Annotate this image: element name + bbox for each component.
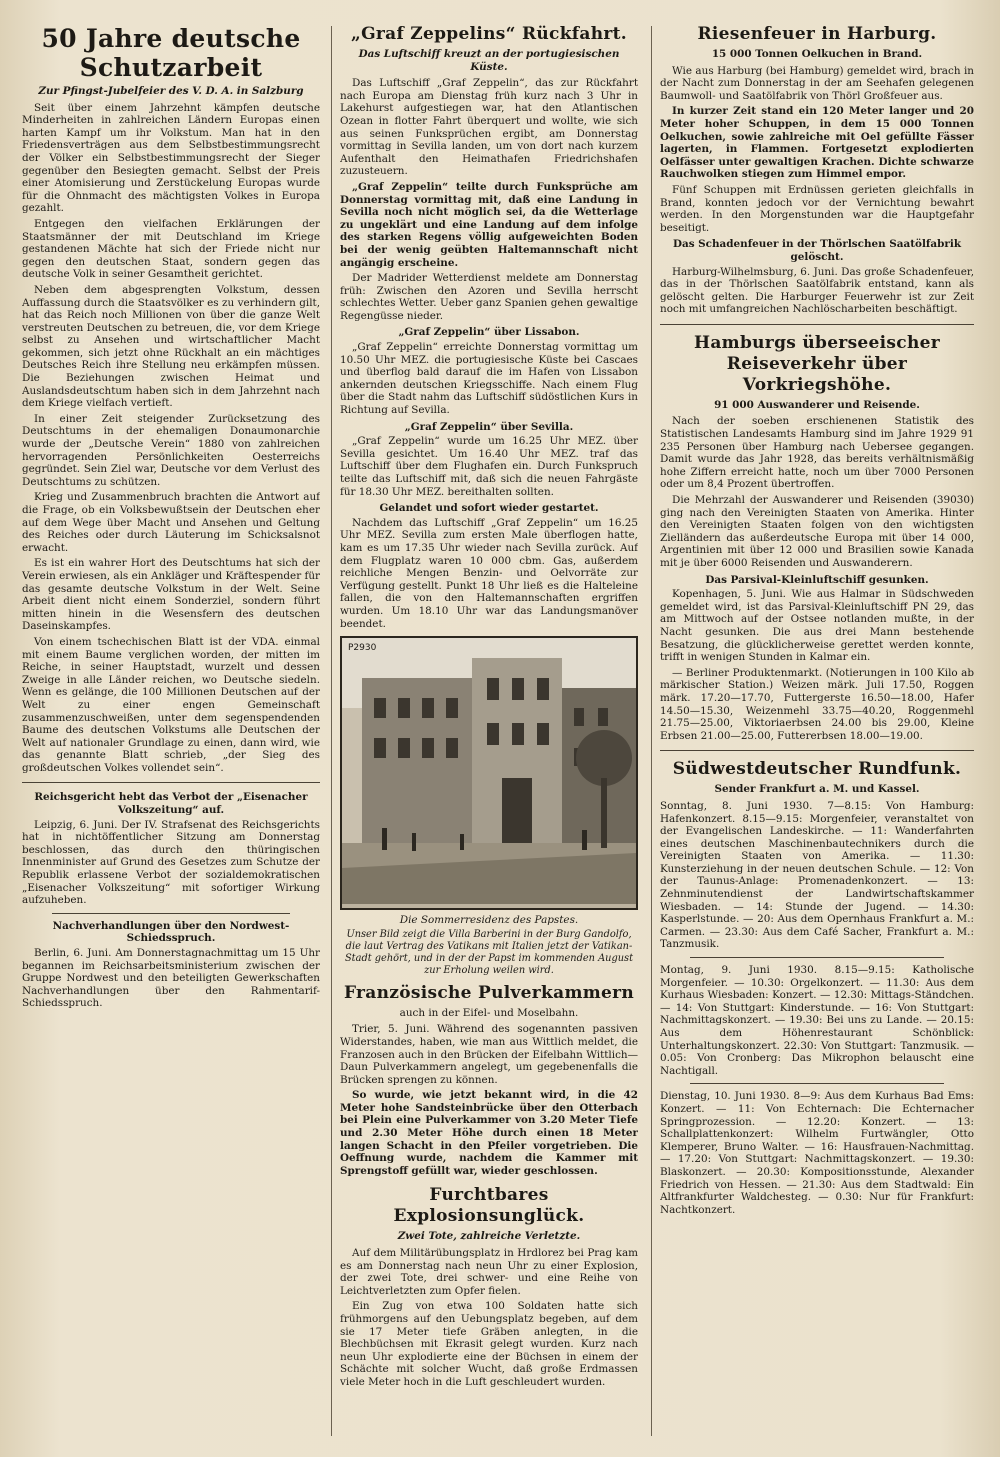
article-paragraph: „Graf Zeppelin“ wurde um 16.25 Uhr MEZ. über Sevilla gesichtet. Um 16.40 Uhr MEZ. traf das Luftschiff über dem Flughafen ein. Durch Funkspruch teilte das Luftschiff mit, daß sich die neuen Fahrgäste für 18.30 Uhr MEZ. bereithalten sollten. bbox=[340, 435, 638, 498]
section-heading: „Graf Zeppelin“ über Lissabon. bbox=[398, 326, 580, 339]
section-heading: Gelandet und sofort wieder gestartet. bbox=[379, 502, 599, 515]
headline-rundfunk: Südwestdeutscher Rundfunk. bbox=[672, 759, 962, 780]
subheadline: Sender Frankfurt a. M. und Kassel. bbox=[714, 783, 920, 796]
article-paragraph: „Graf Zeppelin“ erreichte Donnerstag vormittag um 10.50 Uhr MEZ. die portugiesische Küste bei Cascaes und überflog bald darauf die im Hafen von Lissabon ankernden deutschen Kriegsschiffe. Nach einem Flug über die Stadt nahm das Luftschiff südöstlichen Kurs in Richtung auf Sevilla. bbox=[340, 341, 638, 417]
article-paragraph: Von einem tschechischen Blatt ist der VDA. einmal mit einem Baume verglichen worden, der mitten im Reiche, in seiner Hauptstadt, wurzelt und dessen Zweige in alle Länder reichen, wo Deutsche siedeln. Wenn es gelänge, die 100 Millionen Deutschen auf der Welt zu einer engen Gemeinschaft zusammenzuschweißen, unter dem segenspendenden Baume des deutschen Volkstums alle Deutschen der Welt auf nationaler Grundlage zu einen, dann wird, wie das genannte Blatt schrieb, „der Sieg des großdeutschen Volkes vollendet sein“. bbox=[22, 635, 320, 774]
article-paragraph: Trier, 5. Juni. Während des sogenannten passiven Widerstandes, haben, wie man aus Wittlich meldet, die Franzosen auch in den Brücken der Eifelbahn Wittlich—Daun Pulverkammern angelegt, um gegebenenfalls die Brücken sprengen zu können. bbox=[340, 1023, 638, 1086]
article-paragraph: Fünf Schuppen mit Erdnüssen gerieten gleichfalls in Brand, konnten jedoch vor der Vernichtung bewahrt werden. In den Morgenstunden war die Hauptgefahr beseitigt. bbox=[660, 183, 974, 234]
article-paragraph: Der Madrider Wetterdienst meldete am Donnerstag früh: Zwischen den Azoren und Sevilla herrscht schlechtes Wetter. Ueber ganz Spanien gehen gewaltige Regengüsse nieder. bbox=[340, 272, 638, 322]
article-paragraph: Kopenhagen, 5. Juni. Wie aus Halmar in Südschweden gemeldet wird, ist das Parsival-Kleinluftschiff PN 29, das am Mittwoch auf der Ostsee notlanden mußte, in der Nacht gesunken. Die aus drei Mann bestehende Besatzung, die glücklicherweise gerettet werden konnte, trifft in wenigen Stunden in Kalmar ein. bbox=[660, 588, 974, 664]
article-paragraph: Auf dem Militärübungsplatz in Hrdlorez bei Prag kam es am Donnerstag nach neun Uhr zu einer Explosion, der zwei Tote, drei schwer- und eine Reihe von Leichtverletzten zum Opfer fielen. bbox=[340, 1247, 638, 1297]
headline-explosion: Furchtbares Explosionsunglück. bbox=[393, 1185, 585, 1227]
radio-program-day: Sonntag, 8. Juni 1930. 7—8.15: Von Hamburg: Hafenkonzert. 8.15—9.15: Morgenfeier, veranstaltet von der Evangelischen Landeskirche. — 11: Wanderfahrten eines deutschen Maschinenbautechnikers durch die Vereinigten Staaten von Amerika. — 11.30: Kunsterziehung in der neuen deutschen Schule. — 12: Von der Taunus-Anlage: Promenadenkonzert. — 13: Zehnminutendienst der Landwirtschaftskammer Wiesbaden. — 14: Stunde der Jugend. — 14.30: Kasperlstunde. — 20: Aus dem Opernhaus Frankfurt a. M.: Carmen. — 23.30: Aus dem Café Sacher, Frankfurt a. M.: Tanzmusik. bbox=[660, 799, 974, 951]
subheadline: 15 000 Tonnen Oelkuchen in Brand. bbox=[711, 48, 923, 60]
article-paragraph: Das Luftschiff „Graf Zeppelin“, das zur Rückfahrt nach Europa am Dienstag früh kurz nach 3 Uhr in Lakehurst aufgestiegen war, hat den Atlantischen Ozean in flotter Fahrt überquert und wollte, wie sich aus seinen Funksprüchen ergibt, am Donnerstag vormittag in Sevilla landen, um von dort nach kurzem Aufenthalt den Heimathafen Friedrichshafen zuzusteuern. bbox=[340, 77, 638, 178]
article-paragraph: Es ist ein wahrer Hort des Deutschtums hat sich der Verein erwiesen, als ein Ankläger und Kräftespender für das gesamte deutsche Volkstum in der Welt. Seine Arbeit dient nicht einem Sonderziel, sondern führt mitten hinein in die Wesensfern des deutschen Daseinskampfes. bbox=[22, 557, 320, 633]
divider bbox=[52, 913, 290, 914]
subheadline: auch in der Eifel- und Moselbahn. bbox=[399, 1006, 579, 1019]
column-2 bbox=[340, 24, 638, 1444]
article-paragraph: Krieg und Zusammenbruch brachten die Antwort auf die Frage, ob ein Volksbewußtsein der Deutschen eher auf dem Wege über Macht und Ansehen und Geltung des Reiches oder durch Läuterung im Schicksalsnot erwacht. bbox=[22, 491, 320, 554]
column-rule bbox=[331, 26, 332, 1436]
photo-villa-barberini bbox=[340, 636, 638, 910]
divider bbox=[690, 957, 944, 958]
news-text: Leipzig, 6. Juni. Der IV. Strafsenat des Reichsgerichts hat in nichtöffentlicher Sitzung am Donnerstag beschlossen, das durch den thüringischen Innenminister auf Grund des Gesetzes zum Schutze der Republik erlassene Verbot der sozialdemokratischen „Eisenacher Volkszeitung“ mit sofortiger Wirkung aufzuheben. bbox=[22, 818, 320, 907]
article-paragraph: Ein Zug von etwa 100 Soldaten hatte sich frühmorgens auf den Uebungsplatz begeben, auf dem sie 17 Meter tiefe Gräben anlegten, in die Blechbüchsen mit Ekrasit gelegt wurden. Kurz nach neun Uhr explodierte eine der Büchsen in einem der Schächte mit solcher Wucht, daß große Erdmassen viele Meter hoch in die Luft geschleudert wurden. bbox=[340, 1300, 638, 1388]
villa-illustration bbox=[342, 638, 636, 904]
subheadline: Das Luftschiff kreuzt an der portugiesischen Küste. bbox=[358, 48, 620, 73]
headline-schutzarbeit: 50 Jahre deutsche Schutzarbeit bbox=[41, 24, 301, 82]
photo-caption-title: Die Sommerresidenz des Papstes. bbox=[399, 914, 579, 927]
article-paragraph: Neben dem abgesprengten Volkstum, dessen Auffassung durch die Staatsvölker es zu verhindern gilt, hat das Reich noch Millionen von über die ganze Welt verstreuten Deutschen zu betreuen, die, vor dem Kriege selbst zu Ansehen und wirtschaftlicher Macht gekommen, sich jetzt ohne Rückhalt an ein mächtiges Deutsches Reich ihre Stellung neu erkämpfen müssen. Die Beziehungen zwischen Heimat und Auslandsdeutschtum haben sich in dem Jahrzehnt nach dem Kriege vielfach vertieft. bbox=[22, 283, 320, 410]
article-paragraph: Die Mehrzahl der Auswanderer und Reisenden (39030) ging nach den Vereinigten Staaten von Amerika. Hinter den Vereinigten Staaten folgen von den wichtigsten Zielländern das außerdeutsche Europa mit über 14 000, Argentinien mit über 12 000 und Brasilien sowie Kanada mit je über 6000 Reisenden und Auswanderern. bbox=[660, 494, 974, 569]
radio-program-day: Dienstag, 10. Juni 1930. 8—9: Aus dem Kurhaus Bad Ems: Konzert. — 11: Von Echternach: Die Echternacher Springprozession. — 12.20: Konzert. — 13: Schallplattenkonzert: Wilhelm Furtwängler, Otto Klemperer, Bruno Walter. — 16: Hausfrauen-Nachmittag. — 17.20: Von Stuttgart: Nachmittagskonzert. — 19.30: Blaskonzert. — 20.30: Kompositionsstunde, Alexander Friedrich von Hessen. — 21.30: Aus dem Stadtwald: Ein Altfrankfurter Waldchesteg. — 0.30: Nur für Frankfurt: Nachtkonzert. bbox=[660, 1090, 974, 1216]
article-paragraph: So wurde, wie jetzt bekannt wird, in die 42 Meter hohe Sandsteinbrücke über den Otterbach bei Plein eine Pulverkammer von 3.20 Meter Tiefe und 2.30 Meter Höhe durch einen 18 Meter langen Schacht in den Pfeiler vorgetrieben. Die Oeffnung wurde, nachdem die Kammer mit Sprengstoff gefüllt war, wieder geschlossen. bbox=[340, 1089, 638, 1177]
article-paragraph: Nach der soeben erschienenen Statistik des Statistischen Landesamts Hamburg sind im Jahre 1929 91 235 Personen über Hamburg nach Uebersee gegangen. Damit wurde das Jahr 1928, das bereits verhältnismäßig hohe Ziffern erreicht hatte, noch um über 7000 Personen oder um 8,4 Prozent übertroffen. bbox=[660, 415, 974, 491]
column-3 bbox=[660, 24, 974, 1444]
subheadline: Zwei Tote, zahlreiche Verletzte. bbox=[397, 1230, 581, 1243]
headline-harburg: Riesenfeuer in Harburg. bbox=[697, 24, 937, 44]
radio-program-day: Montag, 9. Juni 1930. 8.15—9.15: Katholische Morgenfeier. — 10.30: Orgelkonzert. — 11.30: Aus dem Kurhaus Wiesbaden: Konzert. — 12.30: Mittags-Ständchen. — 14: Von Stuttgart: Kinderstunde. — 16: Von Stuttgart: Nachmittagskonzert. — 19.30: Bei uns zu Lande. — 20.15: Aus dem Höhenrestaurant Schönblick: Unterhaltungskonzert. 22.30: Von Stuttgart: Tanzmusik. — 0.05: Von Cronberg: Das Mikrophon belauscht eine Nachtigall. bbox=[660, 964, 974, 1077]
subheadline: 91 000 Auswanderer und Reisende. bbox=[714, 398, 920, 411]
photo-tag: P2930 bbox=[348, 643, 377, 654]
market-report: — Berliner Produktenmarkt. (Notierungen in 100 Kilo ab märkischer Station.) Weizen märk. Juli 17.50, Roggen märk. 17.20—17.70, Futtergerste 16.50—18.00, Hafer 14.50—15.30, Weizenmehl 33.75—40.20, Roggenmehl 21.75—25.00, Viktoriaerbsen 24.00 bis 29.00, Kleine Erbsen 21.00—25.00, Futtererbsen 18.00—19.00. bbox=[660, 666, 974, 742]
article-paragraph: In kurzer Zeit stand ein 120 Meter langer und 20 Meter hoher Schuppen, in dem 15 000 Tonnen Oelkuchen, sowie zahlreiche mit Oel gefüllte Fässer lagerten, in Flammen. Fortgesetzt explodierten Oelfässer unter gewaltigen Krachen. Dichte schwarze Rauchwolken stiegen zum Himmel empor. bbox=[660, 105, 974, 181]
article-paragraph: Entgegen den vielfachen Erklärungen der Staatsmänner der mit Deutschland im Kriege gestandenen Mächte hat sich der Friede nicht nur gegen den deutschen Staat, sondern gegen das deutsche Volk in seiner Gesamtheit gerichtet. bbox=[22, 217, 320, 281]
article-paragraph: Wie aus Harburg (bei Hamburg) gemeldet wird, brach in der Nacht zum Donnerstag in der am Seehafen gelegenen Baumwoll- und Saatölfabrik von Thörl Großfeuer aus. bbox=[660, 64, 974, 102]
headline-zeppelin: „Graf Zeppelins“ Rückfahrt. bbox=[351, 24, 627, 44]
news-headline: Nachverhandlungen über den Nordwest-Schiedsspruch. bbox=[52, 919, 290, 945]
article-paragraph: In einer Zeit steigender Zurücksetzung des Deutschtums in der ehemaligen Donaumonarchie wurde der „Deutsche Verein“ 1880 von zahlreichen hervorragenden Persönlichkeiten Oesterreichs gegründet. Sein Ziel war, Deutsche vor dem Verlust des Deutschtums zu schützen. bbox=[22, 412, 320, 488]
article-paragraph: Nachdem das Luftschiff „Graf Zeppelin“ um 16.25 Uhr MEZ. Sevilla zum ersten Male überflogen hatte, kam es um 17.35 Uhr wieder nach Sevilla zurück. Auf dem Flugplatz waren 10 000 cbm. Gas, außerdem reichliche Mengen Benzin- und Oelvorräte zur Verfügung gestellt. Punkt 18 Uhr ließ es die Halteleine fallen, die von den Haltemannschaften ergriffen wurden. Um 18.10 Uhr war das Landungsmanöver beendet. bbox=[340, 516, 638, 630]
section-heading: „Graf Zeppelin“ über Sevilla. bbox=[404, 420, 574, 433]
section-heading: Das Schadenfeuer in der Thörlschen Saatölfabrik gelöscht. bbox=[672, 238, 962, 263]
divider bbox=[660, 324, 974, 325]
divider bbox=[22, 782, 320, 783]
article-paragraph: Seit über einem Jahrzehnt kämpfen deutsche Minderheiten in zahlreichen Ländern Europas einen harten Kampf um ihr Volkstum. Man hat in den Friedensverträgen aus dem Selbstbestimmungsrecht der Völker ein Selbstbestimmungsrecht der Sieger gegenüber den Besiegten gemacht. Selbst der Preis einer Atomisierung und Zerstückelung Europas wurde für die Ohnmacht des mächtigsten Volkes in Europa gezahlt. bbox=[22, 101, 320, 215]
photo-caption: Unser Bild zeigt die Villa Barberini in der Burg Gandolfo, die laut Vertrag des Vatikans mit Italien jetzt der Vatikan-Stadt gehört, und in der der Papst im kommenden August zur Erholung weilen wird. bbox=[344, 928, 634, 976]
news-headline: Reichsgericht hebt das Verbot der „Eisenacher Volkszeitung“ auf. bbox=[34, 791, 308, 817]
divider bbox=[690, 1083, 944, 1084]
section-heading: Das Parsival-Kleinluftschiff gesunken. bbox=[705, 573, 929, 586]
column-1 bbox=[22, 24, 320, 1444]
news-text: Berlin, 6. Juni. Am Donnerstagnachmittag um 15 Uhr begannen im Reichsarbeitsministerium zwischen der Gruppe Nordwest und den beteiligten Gewerkschaften Nachverhandlungen über den Rahmentarif-Schiedsspruch. bbox=[22, 947, 320, 1010]
subheadline: Zur Pfingst-Jubelfeier des V. D. A. in Salzburg bbox=[38, 85, 304, 97]
headline-pulverkammern: Französische Pulverkammern bbox=[343, 982, 635, 1003]
headline-hamburg-reiseverkehr: Hamburgs überseeischer Reiseverkehr über Vorkriegshöhe. bbox=[694, 332, 940, 395]
divider bbox=[660, 750, 974, 751]
article-paragraph: „Graf Zeppelin“ teilte durch Funksprüche am Donnerstag vormittag mit, daß eine Landung in Sevilla noch nicht möglich sei, da die Wetterlage zu ungeklärt und eine Landung auf dem infolge des starken Regens völlig aufgeweichten Boden bei der wenig geübten Haltemannschaft nicht angängig erscheine. bbox=[340, 180, 638, 269]
column-rule bbox=[651, 26, 652, 1436]
article-paragraph: Harburg-Wilhelmsburg, 6. Juni. Das große Schadenfeuer, das in der Thörlschen Saatölfabrik entstand, kann als gelöscht gelten. Die Harburger Feuerwehr ist zur Zeit noch mit umfangreichen Nachlöscharbeiten beschäftigt. bbox=[660, 265, 974, 316]
